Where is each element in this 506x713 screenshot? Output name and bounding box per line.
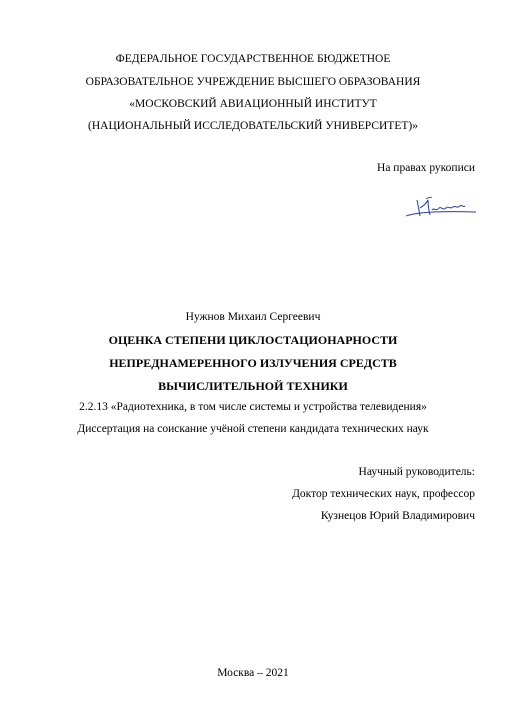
dissertation-type: Диссертация на соискание учёной степени кандидата технических наук [77, 423, 429, 435]
organization-line-3: «МОСКОВСКИЙ АВИАЦИОННЫЙ ИНСТИТУТ [129, 98, 377, 110]
supervisor-name: Кузнецов Юрий Владимирович [320, 510, 475, 522]
dissertation-title-line-2: НЕПРЕДНАМЕРЕННОГО ИЗЛУЧЕНИЯ СРЕДСТВ [109, 356, 397, 370]
organization-line-1: ФЕДЕРАЛЬНОЕ ГОСУДАРСТВЕННОЕ БЮДЖЕТНОЕ [115, 53, 391, 65]
handwritten-signature-icon [402, 194, 478, 224]
author-name: Нужнов Михаил Сергеевич [185, 311, 321, 323]
dissertation-title-line-1: ОЦЕНКА СТЕПЕНИ ЦИКЛОСТАЦИОНАРНОСТИ [108, 333, 398, 347]
organization-line-2: ОБРАЗОВАТЕЛЬНОЕ УЧРЕЖДЕНИЕ ВЫСШЕГО ОБРАЗОВАНИЯ [85, 76, 421, 88]
place-year: Москва – 2021 [217, 667, 289, 679]
supervisor-label: Научный руководитель: [358, 466, 475, 478]
specialty-code: 2.2.13 «Радиотехника, в том числе системы и устройства телевидения» [79, 401, 427, 413]
dissertation-title-line-3: ВЫЧИСЛИТЕЛЬНОЙ ТЕХНИКИ [158, 379, 348, 393]
organization-line-4: (НАЦИОНАЛЬНЫЙ ИССЛЕДОВАТЕЛЬСКИЙ УНИВЕРСИТЕТ)» [88, 120, 418, 132]
manuscript-note: На правах рукописи [377, 162, 475, 174]
supervisor-degree: Доктор технических наук, профессор [292, 488, 475, 500]
